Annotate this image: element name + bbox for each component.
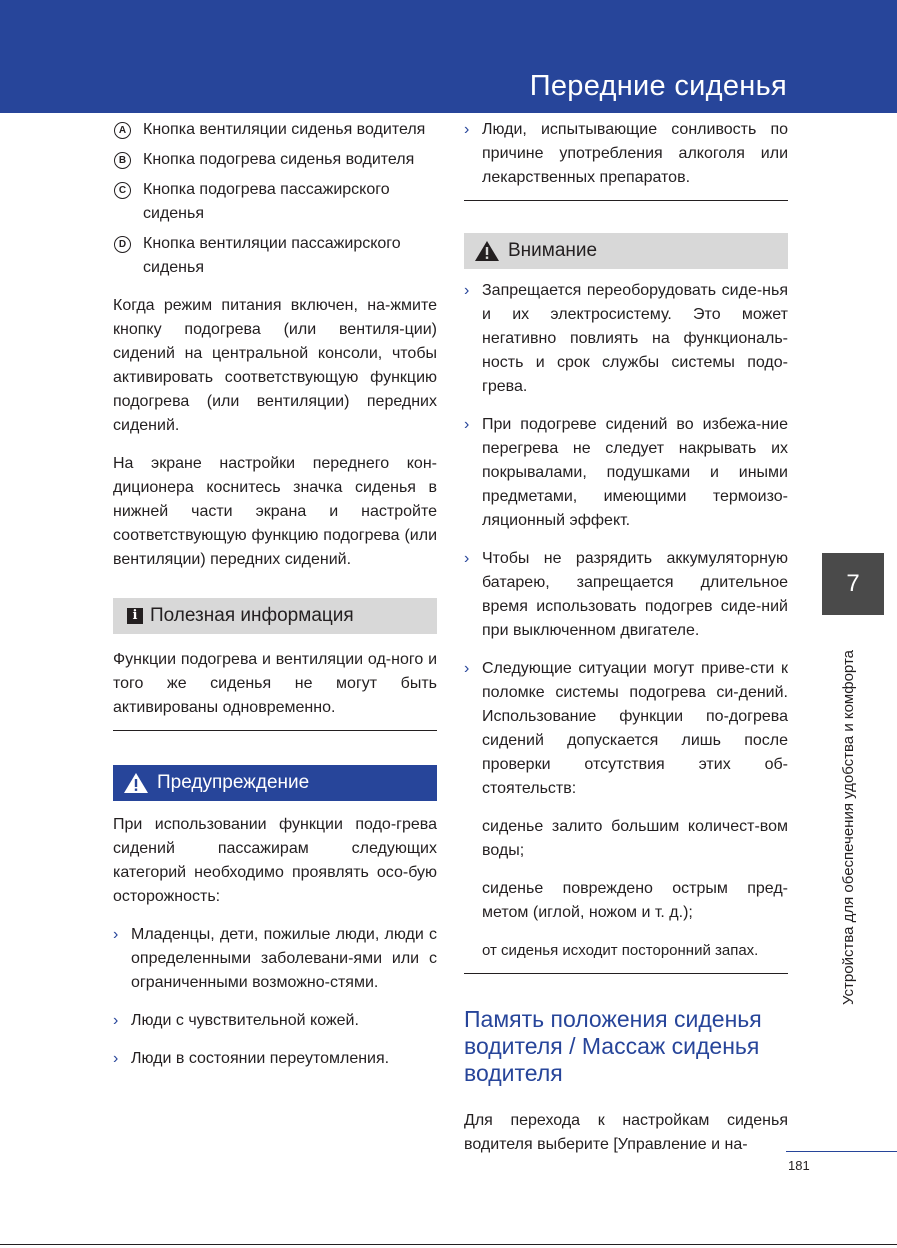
legend-text: Кнопка подогрева сиденья водителя [143, 151, 415, 168]
legend-mark: B [114, 152, 131, 169]
chevron-right-icon: › [464, 282, 470, 299]
footer-line [786, 1151, 897, 1152]
list-item [113, 1047, 437, 1071]
page-number: 181 [788, 1158, 810, 1173]
list-item-text: Следующие ситуации могут приве-сти к поломке системы подогрева си-дений. Использование функции по-догрева сидений допускается лишь после проверки отсутствия этих об-стоятельств: [482, 660, 788, 797]
chevron-right-icon: › [113, 1012, 119, 1029]
section-text: Для перехода к настройкам сиденья водителя выберите [Управление и на- [464, 1112, 788, 1153]
legend-mark: C [114, 182, 131, 199]
warning-triangle-icon [123, 772, 149, 794]
list-item [464, 279, 788, 399]
divider [464, 973, 788, 974]
legend-item [113, 148, 437, 172]
info-icon: i [127, 608, 143, 624]
chapter-tab[interactable]: 7 [822, 553, 884, 615]
legend-text: Кнопка вентиляции пассажирского сиденья [143, 235, 401, 276]
list-item-text: Запрещается переоборудовать сиде-нья и их электросистему. Это может негативно повлиять на функциональ-ность и срок службы системы подо-грева. [482, 282, 788, 395]
caution-box-header [464, 233, 788, 269]
info-title: Полезная информация [150, 605, 354, 626]
list-item [113, 923, 437, 995]
legend-item [113, 232, 437, 280]
bottom-divider [0, 1244, 897, 1245]
chevron-right-icon: › [464, 416, 470, 433]
body-paragraph: На экране настройки переднего кон-диционера коснитесь значка сиденья в нижней части экрана и настройте соответствующую функцию подогрева (или вентиляции) передних сидений. [113, 455, 437, 568]
list-item [464, 118, 788, 190]
right-column [464, 118, 788, 1171]
list-item [464, 657, 788, 801]
caution-title: Внимание [508, 240, 598, 261]
list-item [464, 547, 788, 643]
legend-mark: D [114, 236, 131, 253]
sub-item: сиденье залито большим количест-вом воды; [482, 818, 788, 859]
body-paragraph: Когда режим питания включен, на-жмите кнопку подогрева (или вентиля-ции) сидений на центральной консоли, чтобы активировать соответствующую функцию подогрева (или вентиляции) передних сидений. [113, 297, 437, 434]
list-item [464, 413, 788, 533]
info-box-header [113, 598, 437, 634]
chevron-right-icon: › [464, 660, 470, 677]
chevron-right-icon: › [113, 926, 119, 943]
list-item-text: Люди, испытывающие сонливость по причине употребления алкоголя или лекарственных препаратов. [482, 121, 788, 186]
info-text: Функции подогрева и вентиляции од-ного и того же сиденья не могут быть активированы одновременно. [113, 651, 437, 716]
warning-triangle-icon [474, 240, 500, 262]
list-item-text: Люди с чувствительной кожей. [131, 1012, 359, 1029]
list-item-text: При подогреве сидений во избежа-ние перегрева не следует накрывать их покрывалами, подушками и иными предметами, имеющими термоизо-ляционный эффект. [482, 416, 788, 529]
legend-item [113, 118, 437, 142]
legend-mark: A [114, 122, 131, 139]
section-heading: Память положения сиденья водителя / Массаж сиденья водителя [464, 1006, 762, 1086]
divider [113, 730, 437, 731]
sub-item: от сиденья исходит посторонний запах. [482, 942, 759, 959]
warning-box-header [113, 765, 437, 801]
chevron-right-icon: › [464, 550, 470, 567]
legend-item [113, 178, 437, 226]
warning-intro: При использовании функции подо-грева сидений пассажирам следующих категорий необходимо проявлять осо-бую осторожность: [113, 816, 437, 905]
list-item-text: Младенцы, дети, пожилые люди, люди с определенными заболевани-ями или с ограниченными возможно-стями. [131, 926, 437, 991]
sub-item: сиденье повреждено острым пред-метом (иглой, ножом и т. д.); [482, 880, 788, 921]
divider [464, 200, 788, 201]
legend-text: Кнопка подогрева пассажирского сиденья [143, 181, 390, 222]
page-title: Передние сиденья [529, 70, 787, 102]
left-column [113, 118, 437, 1085]
warning-title: Предупреждение [157, 772, 310, 793]
legend-text: Кнопка вентиляции сиденья водителя [143, 121, 426, 138]
chapter-title: Устройства для обеспечения удобства и комфорта [840, 650, 857, 1005]
chevron-right-icon: › [464, 121, 470, 138]
list-item-text: Люди в состоянии переутомления. [131, 1050, 390, 1067]
chevron-right-icon: › [113, 1050, 119, 1067]
list-item [113, 1009, 437, 1033]
list-item-text: Чтобы не разрядить аккумуляторную батарею, запрещается длительное время использовать подогрев сиде-ний при выключенном двигателе. [482, 550, 788, 639]
